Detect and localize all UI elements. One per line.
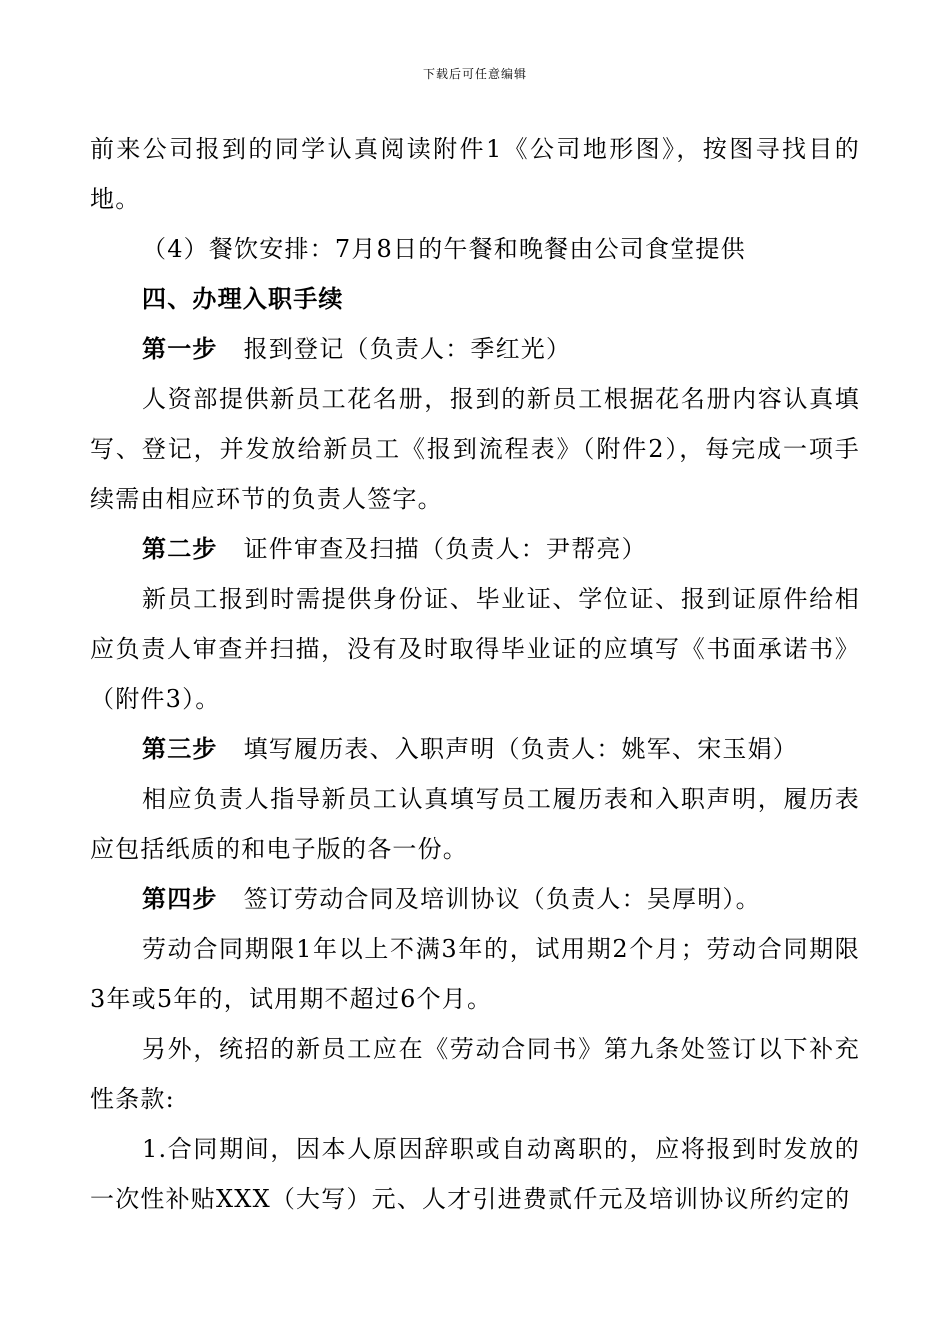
- step2-heading: [90, 524, 860, 574]
- paragraph-step1-detail: 人资部提供新员工花名册，报到的新员工根据花名册内容认真填写、登记，并发放给新员工《报到流程表》（附件2），每完成一项手续需由相应环节的负责人签字。: [90, 385, 860, 513]
- step3-label: 第三步: [142, 734, 218, 763]
- section-title-onboarding: 四、办理入职手续: [142, 284, 344, 313]
- paragraph-supplementary-terms: 另外，统招的新员工应在《劳动合同书》第九条处签订以下补充性条款:: [90, 1035, 860, 1113]
- paragraph-step3-detail: 相应负责人指导新员工认真填写员工履历表和入职声明，履历表应包括纸质的和电子版的各一份。: [90, 785, 860, 863]
- step2-text: 证件审查及扫描（负责人：尹帮亮）: [243, 535, 647, 563]
- paragraph-clause-1: 1.合同期间，因本人原因辞职或自动离职的，应将报到时发放的一次性补贴XXX（大写）元、人才引进费贰仟元及培训协议所约定的: [90, 1135, 860, 1213]
- paragraph-contract-term: 劳动合同期限1年以上不满3年的，试用期2个月；劳动合同期限3年或5年的，试用期不超过6个月。: [90, 935, 860, 1013]
- document-body: [90, 124, 860, 1224]
- step1-label: 第一步: [142, 334, 218, 363]
- paragraph-step2-detail: 新员工报到时需提供身份证、毕业证、学位证、报到证原件给相应负责人审查并扫描，没有及时取得毕业证的应填写《书面承诺书》（附件3）。: [90, 585, 860, 713]
- step4-text: 签订劳动合同及培训协议（负责人：吴厚明）。: [243, 885, 761, 913]
- step3-text: 填写履历表、入职声明（负责人：姚军、宋玉娟）: [243, 735, 799, 763]
- step1-heading: [90, 324, 860, 374]
- step4-label: 第四步: [142, 884, 218, 913]
- step3-heading: [90, 724, 860, 774]
- paragraph-meal-arrangement: （4）餐饮安排：7月8日的午餐和晚餐由公司食堂提供: [142, 235, 746, 263]
- page-header: 下载后可任意编辑: [422, 67, 527, 81]
- paragraph-map-reading: 前来公司报到的同学认真阅读附件1《公司地形图》，按图寻找目的地。: [90, 135, 860, 213]
- step1-text: 报到登记（负责人：季红光）: [243, 335, 572, 363]
- step2-label: 第二步: [142, 534, 218, 563]
- step4-heading: [90, 874, 860, 924]
